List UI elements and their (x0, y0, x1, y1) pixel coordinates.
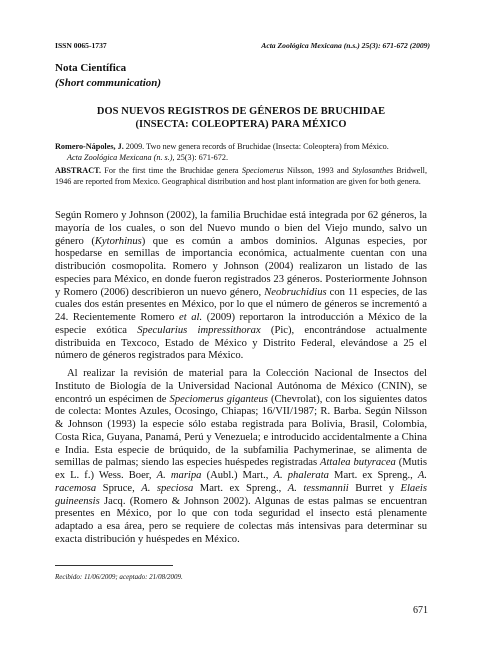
species-name: Specularius impressithorax (137, 324, 261, 336)
abstract-text: Bridwell, 1946 are reported from Mexico. Geographical distribution and host plant information are given for both genera. (55, 166, 427, 187)
citation-authors: Romero-Nápoles, J. (55, 142, 124, 151)
body-paragraph-1 (55, 210, 427, 363)
paragraph-text: (Aubl.) Mart., (201, 470, 274, 481)
journal-header: Acta Zoológica Mexicana (n.s.) 25(3): 671-672 (2009) (261, 41, 430, 50)
species-name: A. tessmannii (287, 482, 349, 494)
genus-name: Kytorhinus (94, 235, 142, 247)
paragraph-text: Burret y (348, 482, 401, 494)
et-al: et al. (179, 312, 203, 323)
footnote-divider (55, 565, 173, 566)
species-name: Attalea butyracea (319, 457, 396, 469)
citation-journal: Acta Zoológica Mexicana (n. s.) (67, 153, 173, 163)
species-name: A. racemosa (55, 470, 428, 494)
citation-text: 2009. Two new genera records of Bruchidae (Insecta: Coleoptera) from México. (123, 142, 389, 151)
genus-name: Stylosanthes (352, 166, 394, 175)
abstract-label: ABSTRACT. (55, 166, 102, 175)
article-title-line-2: (INSECTA: COLEOPTERA) PARA MÉXICO (135, 119, 347, 130)
paragraph-text: Según Romero y Johnson (2002), la familia Bruchidae está integrada por 62 géneros, la mayoría de los cuales, o son del Nuevo mundo o bien del Viejo mundo, salvo un género ( (55, 210, 427, 247)
section-label-english: (Short communication) (55, 77, 162, 89)
abstract (55, 165, 427, 187)
species-name: Elaeis guineensis (55, 482, 427, 507)
paragraph-text: Al realizar la revisión de material para la Colección Nacional de Insectos del Instituto de Biología de la Universidad Nacional Autónoma de México (CNIN), se encontró un espécimen de (55, 368, 427, 405)
body-paragraph-2 (55, 368, 427, 547)
paragraph-text: (Chevrolat), con los siguientes datos de colecta: Montes Azules, Ocosingo, Chiapas; 16/VII/1987; R. Barba. Según Nilsson & Johnson (1993) la especie sólo estaba registrada para Bolivia, Brasil, Colombia, Costa Rica, Guyana, Panamá, Perú y Venezuela; e introducido accidentalmente a China e India. Esta especie de brúquido, de la subfamilia Pachymerinae, se alimenta de semillas de palmas; siendo las especies huéspedes registradas (55, 393, 427, 469)
species-name: A. maripa (156, 470, 202, 481)
issn-header: ISSN 0065-1737 (55, 41, 107, 50)
paragraph-text: Jacq. (Romero & Johnson 2002). Algunas de estas palmas se encuentran presentes en México, por lo que con toda seguridad el insecto está plenamente adaptado a esa área, pero se requiere de colectas más intensivas para determinar su exacta distribución y huéspedes en México. (55, 495, 427, 545)
page-number: 671 (413, 605, 428, 616)
paragraph-text: Spruce, (96, 482, 142, 494)
abstract-text: For the first time the Bruchidae genera (101, 166, 242, 175)
section-label: Nota Científica (55, 62, 127, 74)
paragraph-text: con 11 especies, de las cuales dos están presentes en México, por lo que el número de géneros se incrementó a 24. Recientemente Romero (55, 286, 427, 323)
received-date: Recibido: 11/06/2009; aceptado: 21/08/2009. (55, 573, 183, 581)
paragraph-text: (Mutis ex L. f.) Wess. Boer, (55, 457, 427, 481)
paragraph-text: (2009) reportaron la introducción a México de la especie exótica (55, 312, 427, 336)
citation-volume: , 25(3): 671-672. (172, 153, 229, 163)
species-name: A. phalerata (273, 470, 329, 481)
species-name: Speciomerus giganteus (169, 393, 268, 405)
citation (55, 141, 427, 163)
paragraph-text: Mart. ex Spreng., (193, 482, 288, 494)
species-name: A. speciosa (141, 482, 194, 494)
paragraph-text: ) que es común a ambos dominios. Algunas especies, por hospedarse en semillas de importancia económica, actualmente cuentan con una distribución cosmopolita. Romero y Johnson (2004) realizaron un listado de las especies para México, en donde fueron registrados 23 géneros. Posteriormente Johnson y Romero (2006) describieron un nuevo género, (55, 235, 427, 298)
abstract-text: Nilsson, 1993 and (283, 166, 353, 175)
article-title-line-1: DOS NUEVOS REGISTROS DE GÉNEROS DE BRUCHIDAE (96, 106, 386, 117)
paragraph-text: (Pic), encontrándose actualmente distribuida en Texcoco, Estado de México y Distrito Federal, elevándose a 25 el número de géneros registrados para México. (55, 324, 428, 362)
paragraph-text: Mart. ex Spreng., (328, 470, 418, 481)
genus-name: Speciomerus (241, 166, 284, 175)
genus-name: Neobruchidius (264, 286, 327, 298)
